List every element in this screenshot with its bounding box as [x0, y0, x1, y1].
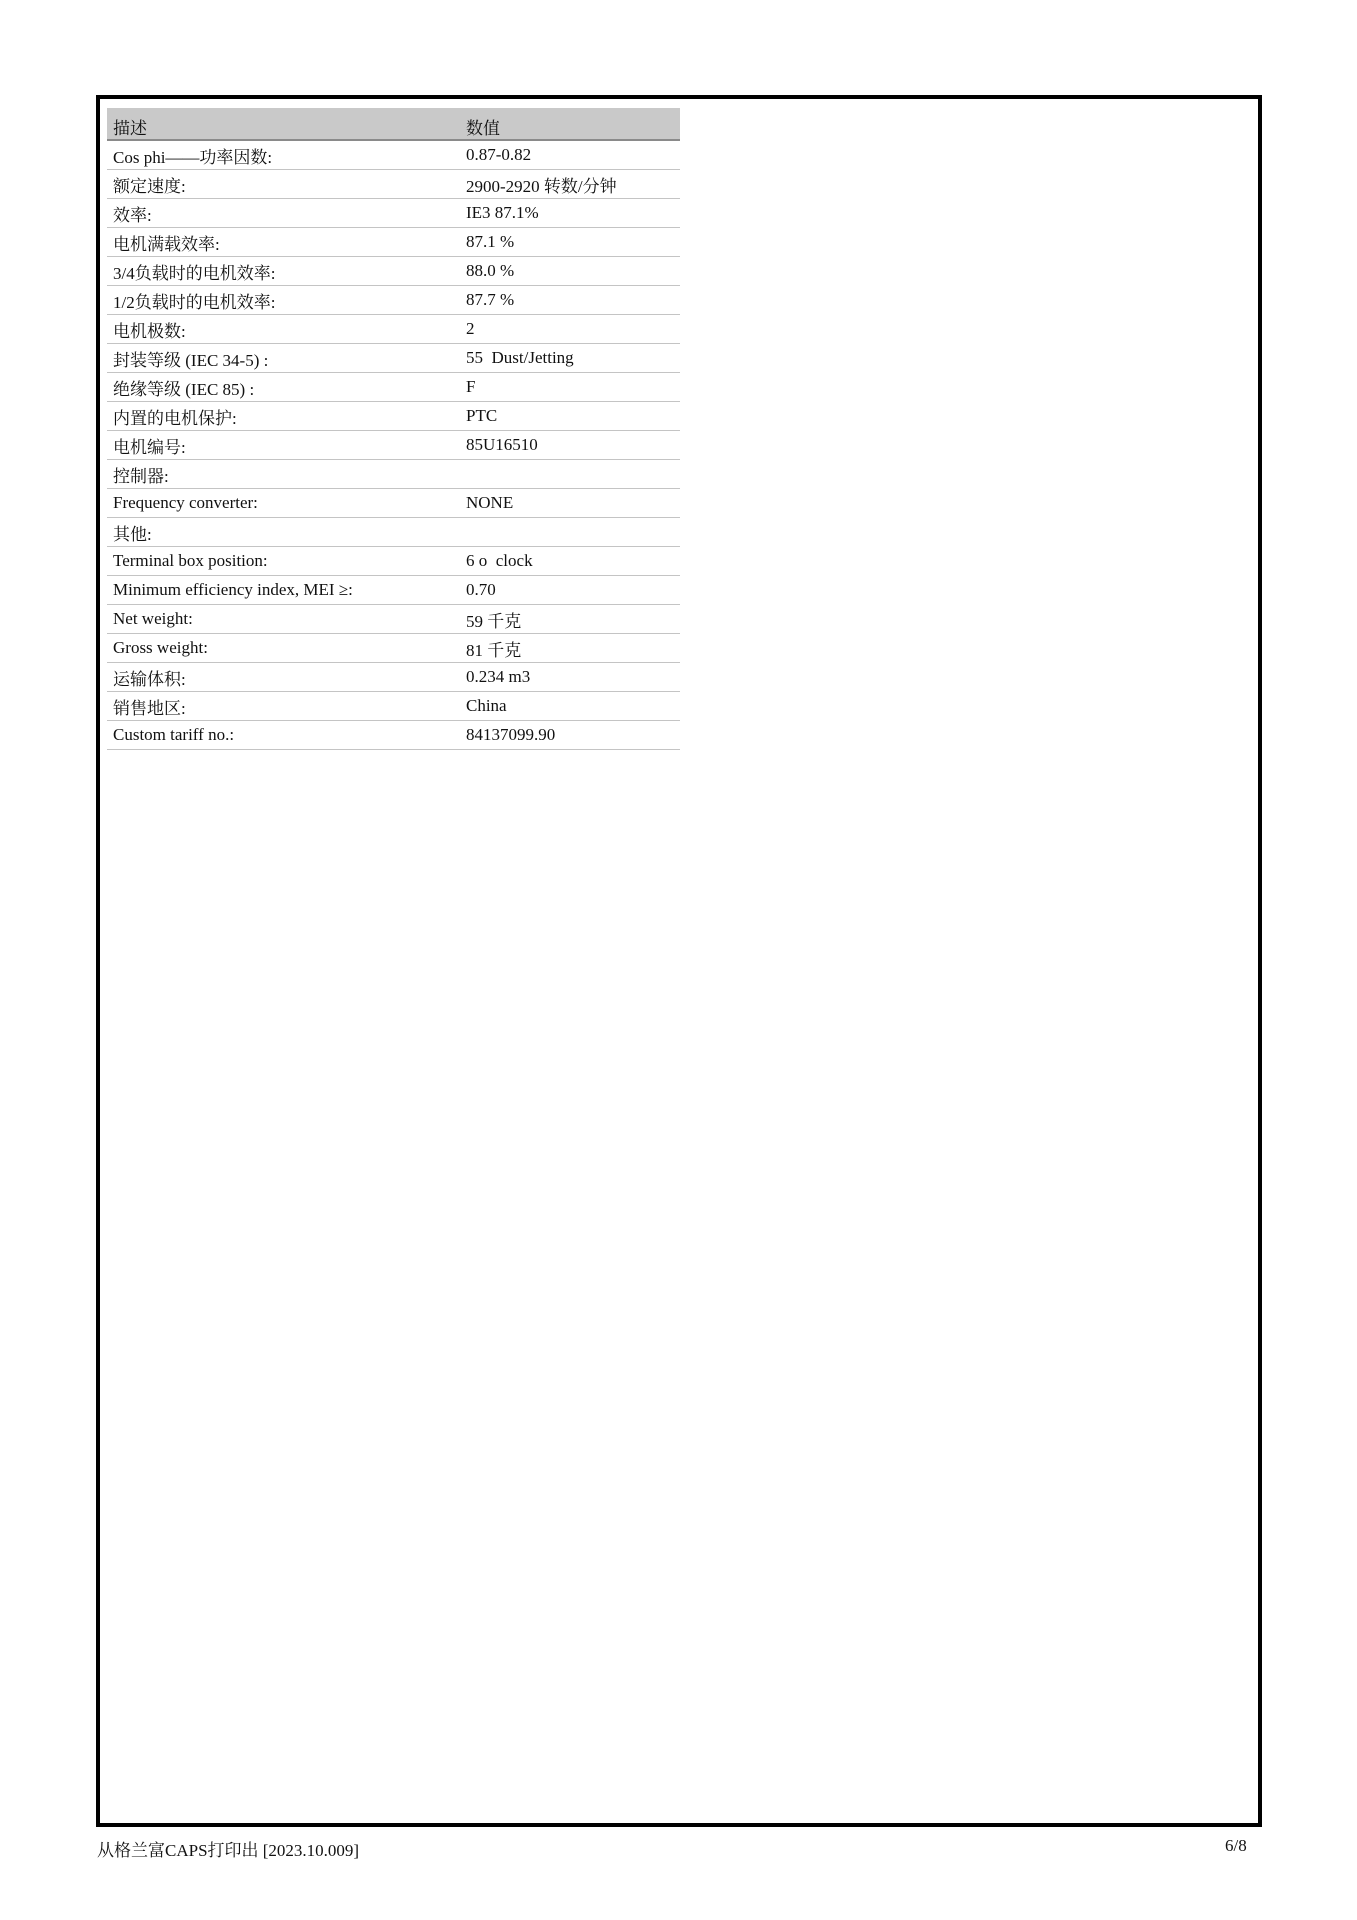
row-label: 绝缘等级 (IEC 85) :	[107, 373, 460, 402]
row-value: 87.1 %	[460, 228, 680, 257]
row-value	[460, 460, 680, 489]
row-label: Frequency converter:	[107, 489, 460, 518]
table-row	[107, 170, 680, 199]
table-header-row	[107, 108, 680, 140]
row-value: 0.234 m3	[460, 663, 680, 692]
row-label: Custom tariff no.:	[107, 721, 460, 750]
table-row	[107, 286, 680, 315]
row-label: Minimum efficiency index, MEI ≥:	[107, 576, 460, 605]
row-value: 87.7 %	[460, 286, 680, 315]
row-label: 额定速度:	[107, 170, 460, 199]
table-row	[107, 199, 680, 228]
table-row	[107, 228, 680, 257]
row-value: IE3 87.1%	[460, 199, 680, 228]
row-value	[460, 518, 680, 547]
spec-table	[107, 108, 680, 750]
row-value: 6 o clock	[460, 547, 680, 576]
table-row	[107, 605, 680, 634]
row-label: Net weight:	[107, 605, 460, 634]
row-label: Cos phi——功率因数:	[107, 140, 460, 170]
row-label: 效率:	[107, 199, 460, 228]
table-row	[107, 576, 680, 605]
table-row	[107, 315, 680, 344]
row-value: 0.87-0.82	[460, 140, 680, 170]
row-value: 81 千克	[460, 634, 680, 663]
row-label: 控制器:	[107, 460, 460, 489]
table-row	[107, 518, 680, 547]
table-row	[107, 431, 680, 460]
table-row	[107, 257, 680, 286]
table-row	[107, 634, 680, 663]
row-value: 55 Dust/Jetting	[460, 344, 680, 373]
table-row	[107, 373, 680, 402]
row-label: 电机极数:	[107, 315, 460, 344]
row-value: 88.0 %	[460, 257, 680, 286]
row-value: PTC	[460, 402, 680, 431]
row-value: 84137099.90	[460, 721, 680, 750]
row-label: 电机满载效率:	[107, 228, 460, 257]
row-label: Terminal box position:	[107, 547, 460, 576]
row-value: China	[460, 692, 680, 721]
row-value: 2	[460, 315, 680, 344]
table-row	[107, 460, 680, 489]
row-value: NONE	[460, 489, 680, 518]
header-description: 描述	[107, 108, 460, 140]
row-label: 销售地区:	[107, 692, 460, 721]
table-row	[107, 721, 680, 750]
table-row	[107, 489, 680, 518]
row-label: 内置的电机保护:	[107, 402, 460, 431]
table-row	[107, 663, 680, 692]
row-label: 封装等级 (IEC 34-5) :	[107, 344, 460, 373]
row-value: 59 千克	[460, 605, 680, 634]
page-number: 6/8	[1225, 1836, 1247, 1855]
row-label: 运输体积:	[107, 663, 460, 692]
row-label: 3/4负载时的电机效率:	[107, 257, 460, 286]
table-row	[107, 402, 680, 431]
table-row	[107, 547, 680, 576]
row-value: 0.70	[460, 576, 680, 605]
header-value: 数值	[460, 108, 680, 140]
row-label: 电机编号:	[107, 431, 460, 460]
footer-printed-from: 从格兰富CAPS打印出 [2023.10.009]	[97, 1841, 360, 1860]
row-value: 85U16510	[460, 431, 680, 460]
table-row	[107, 344, 680, 373]
table-row	[107, 692, 680, 721]
table-row	[107, 140, 680, 170]
row-label: Gross weight:	[107, 634, 460, 663]
row-value: F	[460, 373, 680, 402]
row-value: 2900-2920 转数/分钟	[460, 170, 680, 199]
row-label: 其他:	[107, 518, 460, 547]
row-label: 1/2负载时的电机效率:	[107, 286, 460, 315]
